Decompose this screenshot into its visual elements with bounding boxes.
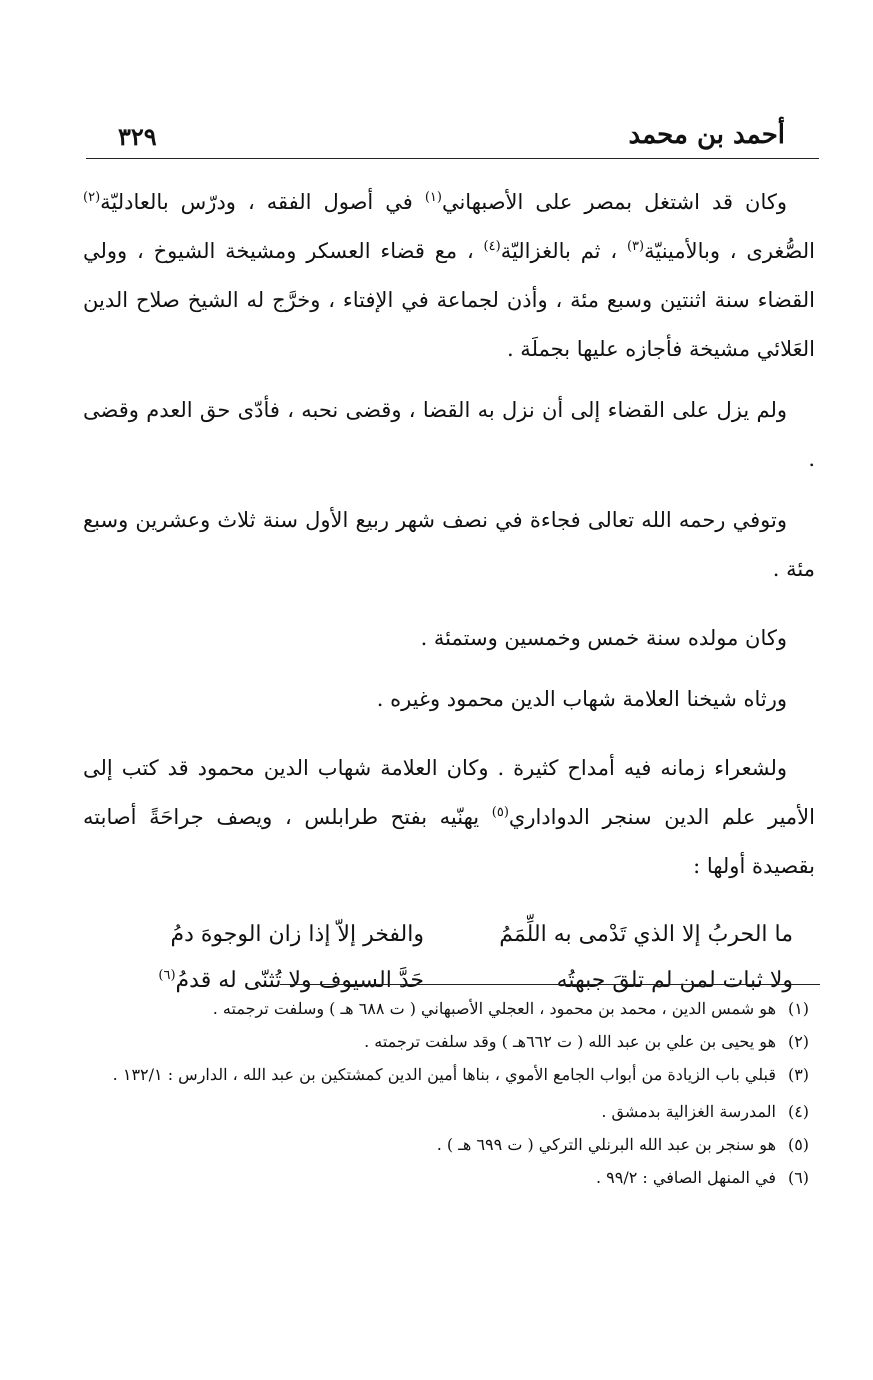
main-text — [83, 178, 815, 1003]
text-span: حَدَّ السيوف ولا تُثنّى له قدمُ — [175, 967, 424, 993]
footnote-text: قبلي باب الزيادة من أبواب الجامع الأموي ، بناها أمين الدين كمشتكين بن عبد الله ، الدارس : ١٣٢/١ . — [112, 1065, 776, 1084]
verse-1 — [83, 911, 815, 957]
footnote-number: (٥) — [787, 1135, 810, 1154]
footnote-ref-6[interactable]: (٦) — [158, 967, 176, 983]
footnote-number: (٤) — [787, 1102, 810, 1121]
running-title: أحمد بن محمد — [628, 120, 785, 150]
footnote-text: المدرسة الغزالية بدمشق . — [601, 1102, 776, 1121]
paragraph-death: وتوفي رحمه الله تعالى فجاءة في نصف شهر ربيع الأول سنة ثلاث وعشرين وسبع مئة . — [83, 508, 815, 581]
poem — [83, 911, 815, 1003]
footnote-ref-1[interactable]: (١) — [424, 190, 442, 205]
footnote — [81, 1161, 821, 1194]
footnote-ref-3[interactable]: (٣) — [626, 239, 645, 254]
footnote-text: هو شمس الدين ، محمد بن محمود ، العجلي الأصبهاني ( ت ٦٨٨ هـ ) وسلفت ترجمته . — [212, 999, 776, 1018]
text-span: الصُّغرى ، وبالأمينيّة — [644, 239, 815, 263]
footnote-number: (٣) — [787, 1065, 810, 1084]
footnote-text: في المنهل الصافي : ٩٩/٢ . — [595, 1168, 776, 1187]
hemistich-first: ولا ثبات لمن لم تلقَ جبهتُه — [556, 967, 793, 993]
text-span: ولشعراء زمانه فيه أمداح كثيرة . وكان العلامة شهاب الدين محمود قد كتب إلى الأمير علم الدين سنجر الدواداري — [83, 756, 815, 829]
text-span: ، ثم بالغزاليّة — [500, 239, 627, 263]
footnotes — [81, 992, 821, 1194]
paragraph-judiciary: ولم يزل على القضاء إلى أن نزل به القضا ، وقضى نحبه ، فأدّى حق العدم وقضى . — [83, 398, 815, 471]
footnote-number: (٢) — [787, 1032, 810, 1051]
footnote-number: (٦) — [787, 1168, 810, 1187]
footnote — [81, 992, 821, 1025]
footnote — [81, 1128, 821, 1161]
text-span: وكان قد اشتغل بمصر على الأصبهاني — [441, 190, 787, 214]
footnote-text: هو يحيى بن علي بن عبد الله ( ت ٦٦٢هـ ) وقد سلفت ترجمته . — [364, 1032, 776, 1051]
page-number: ٣٢٩ — [118, 122, 157, 151]
footnote-text: هو سنجر بن عبد الله البرنلي التركي ( ت ٦٩٩ هـ ) . — [436, 1135, 776, 1154]
paragraph-elegy: ورثاه شيخنا العلامة شهاب الدين محمود وغيره . — [376, 687, 787, 711]
header-rule — [86, 158, 819, 159]
paragraph-career — [83, 178, 815, 374]
paragraph-praise — [83, 744, 815, 891]
hemistich-first: ما الحربُ إلا الذي تَدْمى به اللِّمَمُ — [499, 921, 793, 947]
footnote-ref-5[interactable]: (٥) — [491, 805, 509, 820]
text-span: في أصول الفقه ، ودرّس بالعادليّة — [100, 190, 425, 214]
footnote — [81, 1058, 821, 1091]
paragraph-birth: وكان مولده سنة خمس وخمسين وستمئة . — [420, 626, 787, 650]
footnote-ref-4[interactable]: (٤) — [483, 239, 501, 254]
footnote-number: (١) — [787, 999, 810, 1018]
footnote — [81, 1025, 821, 1058]
footnote-ref-2[interactable]: (٢) — [83, 190, 101, 205]
footnote — [81, 1095, 821, 1128]
hemistich-second: والفخر إلاّ إذا زان الوجوهَ دمُ — [170, 921, 424, 947]
footnote-rule — [280, 984, 820, 985]
text-span: ، مع قضاء العسكر ومشيخة الشيوخ ، وولي القضاء سنة اثنتين وسبع مئة ، وأذن لجماعة في الإفتاء ، وخرَّج له الشيخ صلاح الدين العَلائي مشيخة فأجازه عليها بجملَة . — [83, 239, 815, 361]
text-span: يهنّيه بفتح طرابلس ، ويصف جراحَةً أصابته بقصيدة أولها : — [83, 805, 815, 878]
